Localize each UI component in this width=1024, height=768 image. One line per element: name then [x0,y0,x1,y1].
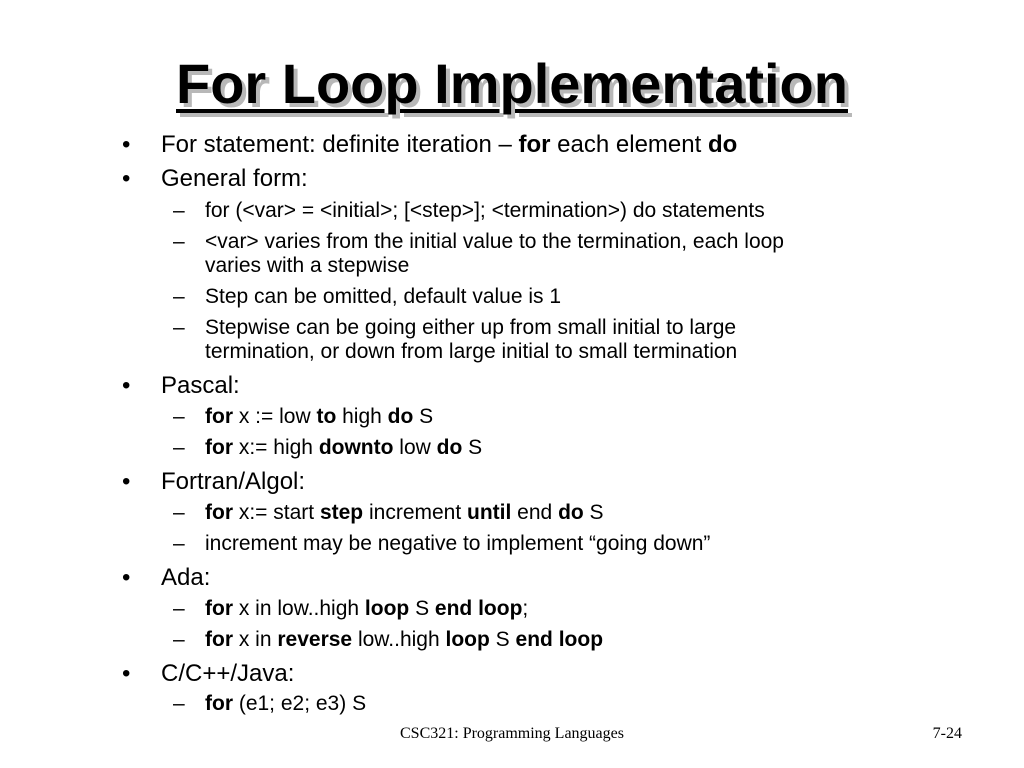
bullet-text: x in low..high [233,597,365,620]
dash-marker: – [173,436,185,459]
bullet-text: Stepwise can be going either up from small initial to large [205,316,737,339]
bullet-text: S [489,628,516,651]
keyword-text: end loop [434,597,523,620]
bullet-text: x:= high [233,436,319,459]
keyword-text: for [205,436,233,459]
keyword-text: loop [445,628,490,651]
dash-marker: – [173,199,185,222]
bullet-text: Fortran/Algol: [161,468,306,495]
bullet-item [122,468,306,496]
footer-course-name: CSC321: Programming Languages [400,725,624,742]
sub-bullet-item [173,597,529,621]
sub-bullet-item [205,254,409,278]
keyword-text: loop [364,597,410,620]
bullet-marker: • [122,131,131,158]
dash-marker: – [173,316,185,339]
sub-bullet-item [173,405,434,429]
keyword-text: for [205,628,233,651]
bullet-text: C/C++/Java: [161,660,295,687]
keyword-text: do [387,405,414,428]
bullet-item [122,131,738,159]
dash-marker: – [173,285,185,308]
dash-marker: – [173,532,185,555]
dash-marker: – [173,501,185,524]
bullet-text: S [413,405,434,428]
dash-marker: – [173,597,185,620]
sub-bullet-item [173,692,367,716]
bullet-item [122,660,295,688]
bullet-item [122,372,240,400]
sub-bullet-item [173,230,784,254]
bullet-text: increment [363,501,468,524]
keyword-text: for [205,501,233,524]
footer-page-number: 7-24 [932,725,962,742]
sub-bullet-item [173,199,765,223]
sub-bullet-item [173,532,711,556]
bullet-text: (e1; e2; e3) S [233,692,367,715]
bullet-item [122,564,211,592]
bullet-text: low..high [352,628,446,651]
bullet-item [122,165,308,193]
keyword-text: for [518,131,551,158]
keyword-text: reverse [277,628,353,651]
bullet-text: General form: [161,165,308,192]
bullet-text: Pascal: [161,372,240,399]
bullet-text: x in [233,628,278,651]
keyword-text: to [316,405,337,428]
bullet-text: varies with a stepwise [205,254,410,277]
sub-bullet-item [173,501,604,525]
slide-title: For Loop Implementation [176,52,848,115]
sub-bullet-item [173,285,562,309]
bullet-marker: • [122,165,131,192]
bullet-text: ; [522,597,529,620]
dash-marker: – [173,230,185,253]
bullet-text: x:= start [233,501,320,524]
sub-bullet-item [173,628,604,652]
bullet-text: each element [550,131,708,158]
bullet-marker: • [122,372,131,399]
bullet-text: Step can be omitted, default value is 1 [205,285,562,308]
dash-marker: – [173,405,185,428]
bullet-text: For statement: definite iteration – [161,131,519,158]
bullet-text: S [409,597,435,620]
keyword-text: for [205,405,233,428]
bullet-marker: • [122,660,131,687]
keyword-text: until [467,501,512,524]
keyword-text: for [205,597,233,620]
keyword-text: end loop [515,628,604,651]
dash-marker: – [173,628,185,651]
bullet-text: termination, or down from large initial to small termination [205,340,738,363]
bullet-text: S [462,436,483,459]
keyword-text: do [436,436,463,459]
bullet-text: Ada: [161,564,211,591]
keyword-text: for [205,692,233,715]
sub-bullet-item [173,436,483,460]
keyword-text: do [558,501,584,524]
bullet-text: low [393,436,437,459]
bullet-text: high [336,405,388,428]
dash-marker: – [173,692,185,715]
bullet-text: x := low [233,405,317,428]
bullet-text: for (<var> = <initial>; [<step>]; <termination>) do statements [205,199,765,222]
bullet-marker: • [122,468,131,495]
keyword-text: do [707,131,738,158]
sub-bullet-item [173,316,737,340]
bullet-text: end [511,501,559,524]
bullet-text: <var> varies from the initial value to the termination, each loop [205,230,784,253]
bullet-marker: • [122,564,131,591]
bullet-text: S [583,501,604,524]
sub-bullet-item [205,340,737,364]
keyword-text: step [319,501,364,524]
keyword-text: downto [318,436,394,459]
bullet-text: increment may be negative to implement “going down” [205,532,711,555]
